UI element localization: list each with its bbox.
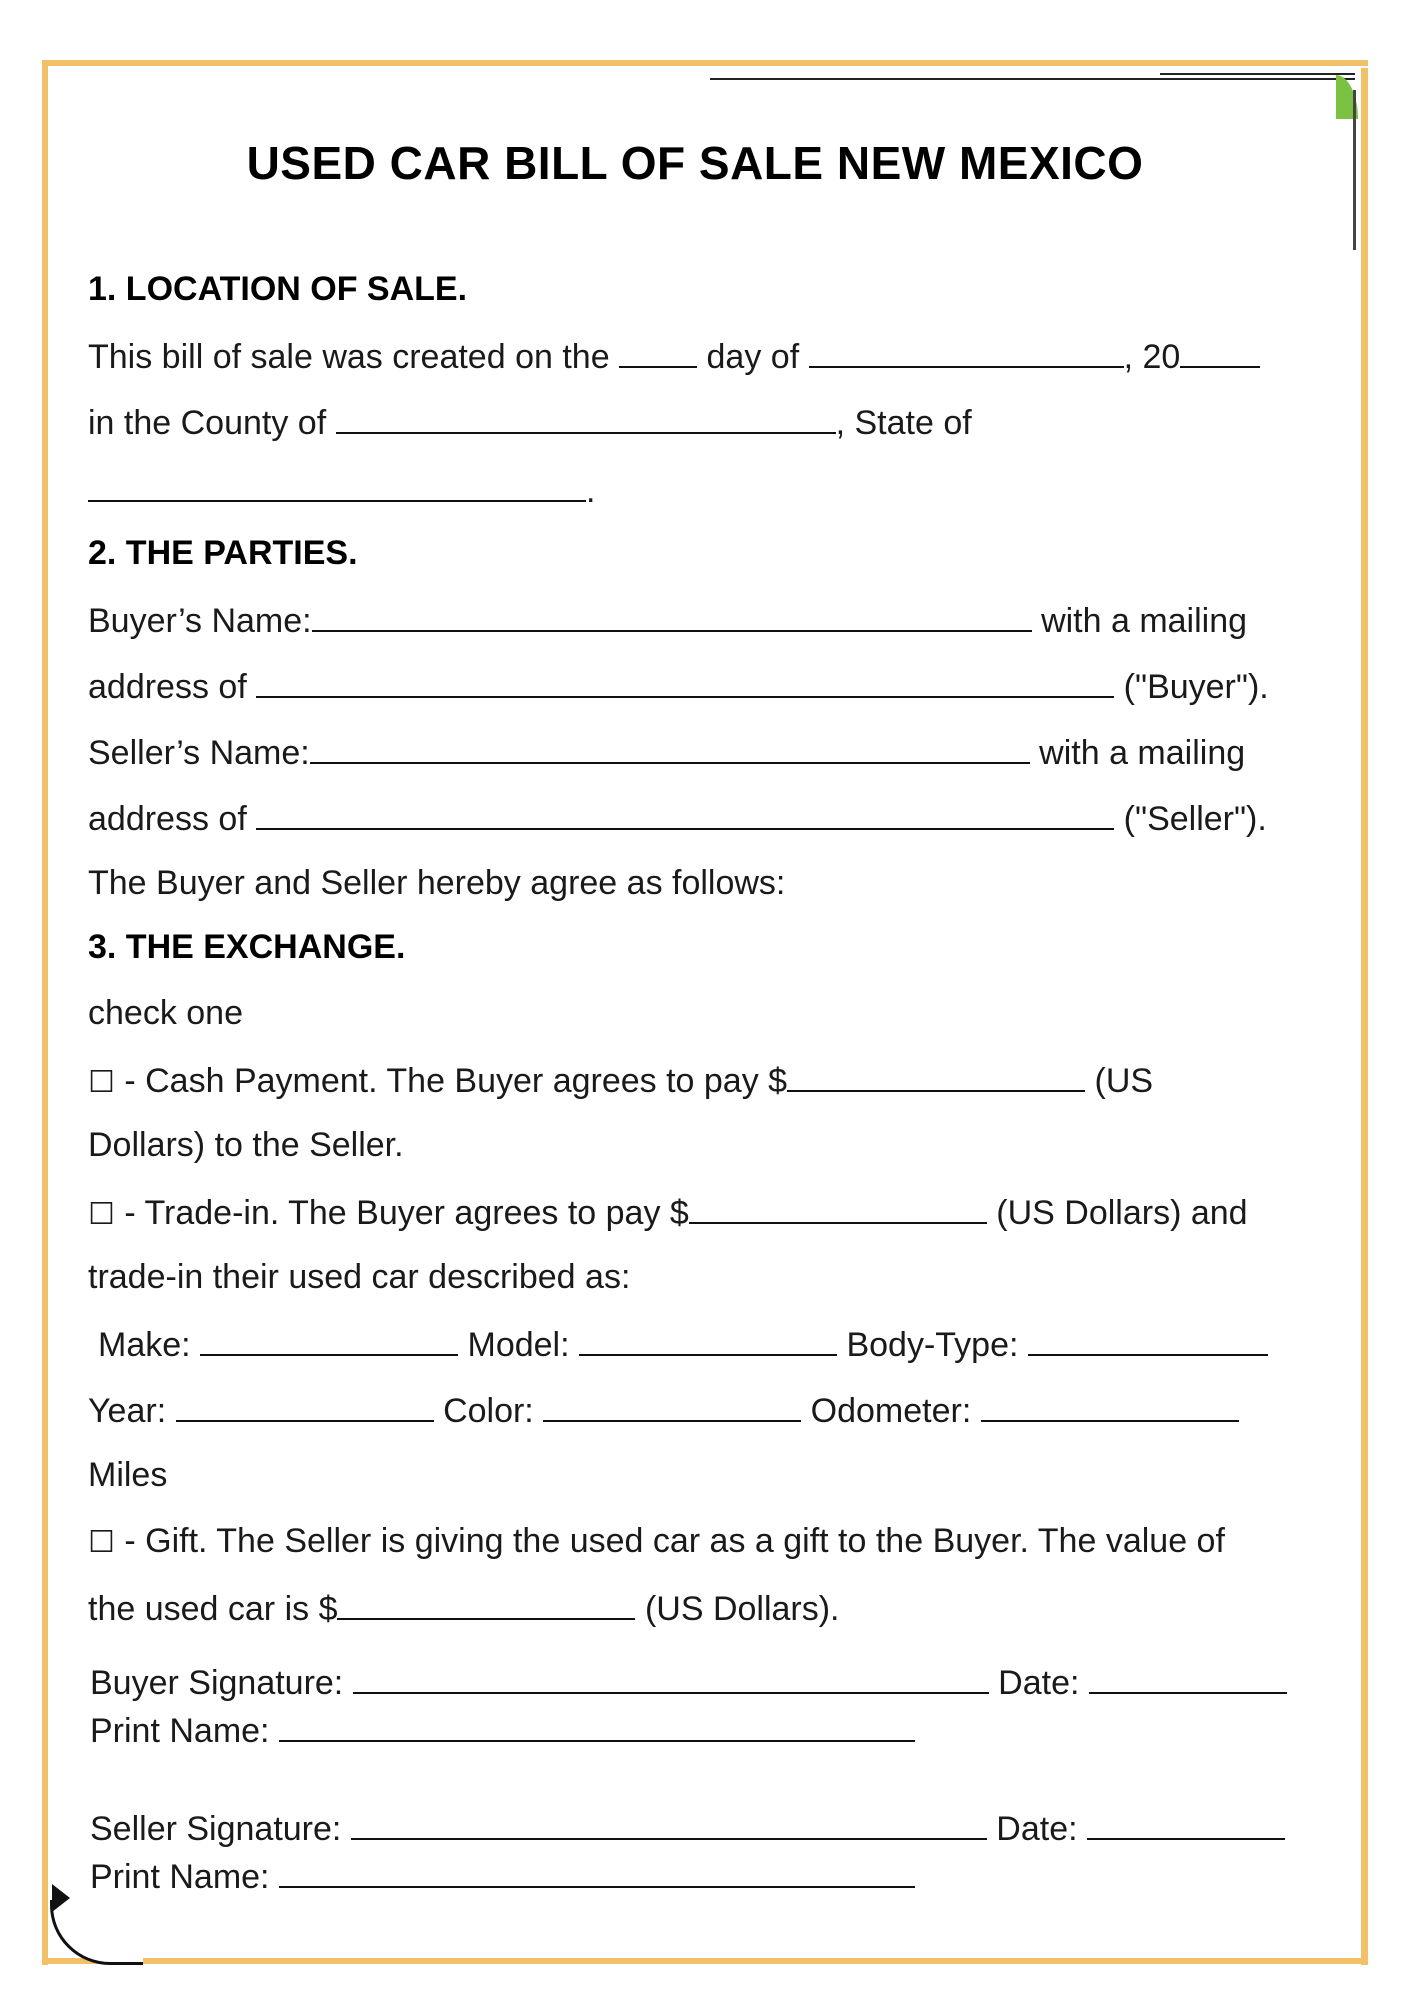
cash-payment-line: ☐ - Cash Payment. The Buyer agrees to pay $ (US <box>88 1062 1154 1100</box>
trade-in-amount-field[interactable] <box>689 1192 987 1224</box>
gift-checkbox[interactable]: ☐ <box>88 1525 115 1560</box>
buyer-name-field[interactable] <box>312 600 1032 632</box>
section-heading-parties: 2. THE PARTIES. <box>88 534 358 572</box>
odometer-field[interactable] <box>981 1390 1239 1422</box>
cash-payment-line-2: Dollars) to the Seller. <box>88 1126 404 1164</box>
border-bottom <box>42 1958 1368 1964</box>
buyer-date-field[interactable] <box>1089 1662 1287 1694</box>
creation-date-line: This bill of sale was created on the day of , 20 <box>88 336 1260 377</box>
seller-print-name-field[interactable] <box>279 1856 915 1888</box>
trade-in-line-2: trade-in their used car described as: <box>88 1258 631 1296</box>
gift-value-line: the used car is $ (US Dollars). <box>88 1590 840 1628</box>
gift-line: ☐ - Gift. The Seller is giving the used car as a gift to the Buyer. The value of <box>88 1522 1225 1560</box>
buyer-signature-field[interactable] <box>353 1662 989 1694</box>
border-top <box>42 60 1368 66</box>
agreement-statement: The Buyer and Seller hereby agree as follows: <box>88 864 786 902</box>
miles-label: Miles <box>88 1456 168 1494</box>
section-heading-exchange: 3. THE EXCHANGE. <box>88 928 406 966</box>
seller-address-line: address of ("Seller"). <box>88 800 1267 838</box>
seller-date-field[interactable] <box>1087 1808 1285 1840</box>
section-heading-location: 1. LOCATION OF SALE. <box>88 270 468 308</box>
trade-in-checkbox[interactable]: ☐ <box>88 1197 115 1232</box>
model-field[interactable] <box>579 1324 837 1356</box>
day-field[interactable] <box>619 336 697 368</box>
document-title: USED CAR BILL OF SALE NEW MEXICO <box>246 137 1144 189</box>
cash-amount-field[interactable] <box>787 1060 1085 1092</box>
gift-value-field[interactable] <box>337 1588 635 1620</box>
county-line: in the County of , State of <box>88 404 972 442</box>
state-line: . <box>88 470 595 511</box>
buyer-signature-line: Buyer Signature: Date: <box>90 1662 1287 1703</box>
year-field[interactable] <box>176 1390 434 1422</box>
month-field[interactable] <box>809 336 1124 368</box>
buyer-print-name-line: Print Name: <box>90 1710 915 1751</box>
check-one-label: check one <box>88 994 243 1032</box>
make-field[interactable] <box>200 1324 458 1356</box>
buyer-address-field[interactable] <box>256 666 1114 698</box>
seller-signature-line: Seller Signature: Date: <box>90 1808 1285 1849</box>
color-field[interactable] <box>543 1390 801 1422</box>
border-right <box>1361 68 1368 1965</box>
seller-address-field[interactable] <box>256 798 1114 830</box>
state-field[interactable] <box>88 470 586 502</box>
year-suffix-field[interactable] <box>1180 336 1260 368</box>
county-field[interactable] <box>336 402 836 434</box>
border-left <box>42 60 48 1965</box>
buyer-address-line: address of ("Buyer"). <box>88 668 1269 706</box>
decorative-line <box>710 78 1355 80</box>
buyer-name-line: Buyer’s Name: with a mailing <box>88 602 1248 640</box>
seller-signature-field[interactable] <box>351 1808 987 1840</box>
cash-checkbox[interactable]: ☐ <box>88 1065 115 1100</box>
seller-name-line: Seller’s Name: with a mailing <box>88 734 1246 772</box>
decorative-line <box>1160 73 1355 75</box>
seller-name-field[interactable] <box>310 732 1030 764</box>
seller-print-name-line: Print Name: <box>90 1856 915 1897</box>
body-type-field[interactable] <box>1028 1324 1268 1356</box>
vehicle-year-color-line: Year: Color: Odometer: <box>88 1390 1239 1431</box>
trade-in-line: ☐ - Trade-in. The Buyer agrees to pay $ (US Dollars) and <box>88 1194 1248 1232</box>
vehicle-make-model-line: Make: Model: Body-Type: <box>98 1324 1268 1365</box>
buyer-print-name-field[interactable] <box>279 1710 915 1742</box>
arrow-icon <box>52 1884 70 1912</box>
